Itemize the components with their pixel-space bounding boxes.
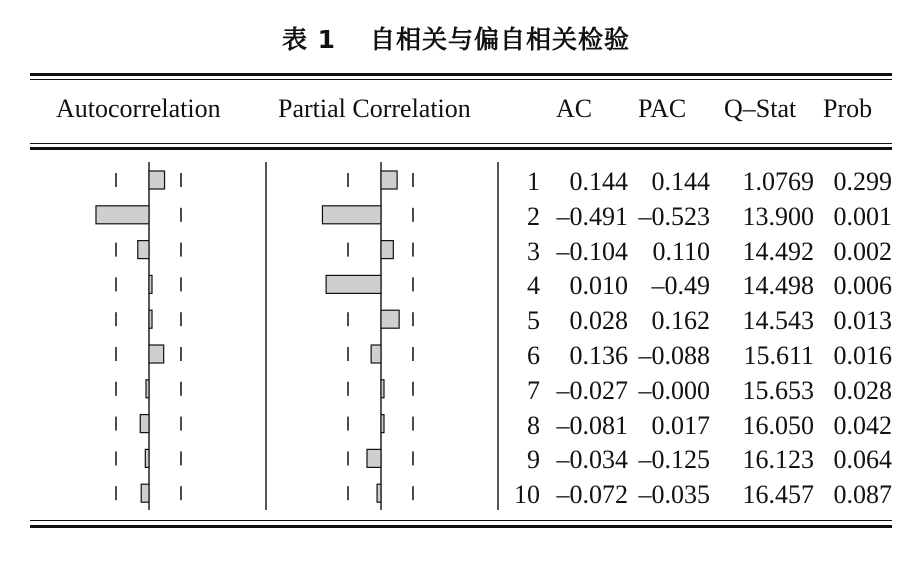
- ac-cell: –0.034: [556, 445, 628, 475]
- pac-cell: –0.000: [638, 375, 710, 405]
- pac-cell: –0.523: [638, 201, 710, 231]
- prob-cell: 0.006: [833, 271, 892, 301]
- autocorrelation-bar: [149, 171, 165, 189]
- autocorrelation-bar: [138, 241, 149, 259]
- ac-cell: 0.010: [569, 271, 628, 301]
- header-autocorrelation: Autocorrelation: [56, 94, 221, 123]
- partial-correlation-bar: [371, 345, 381, 363]
- ac-cell: –0.491: [556, 201, 628, 231]
- prob-cell: 0.042: [833, 410, 892, 440]
- table-title-text: 自相关与偏自相关检验: [370, 25, 631, 54]
- header-partial-correlation: Partial Correlation: [278, 94, 471, 123]
- prob-cell: 0.001: [833, 201, 892, 231]
- qstat-cell: 13.900: [742, 201, 814, 231]
- qstat-cell: 14.498: [742, 271, 814, 301]
- partial-correlation-bar: [381, 310, 399, 328]
- table-number: 表 1: [281, 25, 337, 54]
- partial-correlation-bar: [381, 380, 384, 398]
- qstat-cell: 16.050: [742, 410, 814, 440]
- pac-cell: –0.49: [651, 271, 710, 301]
- ac-cell: 0.144: [569, 167, 628, 196]
- qstat-cell: 16.123: [742, 445, 814, 475]
- header-qstat: Q–Stat: [724, 94, 797, 123]
- header-prob: Prob: [823, 94, 873, 123]
- prob-cell: 0.087: [833, 480, 892, 510]
- autocorrelation-bar: [96, 206, 149, 224]
- lag-cell: 9: [527, 445, 540, 475]
- lag-cell: 10: [514, 480, 540, 510]
- pac-cell: –0.125: [638, 445, 710, 475]
- qstat-cell: 14.543: [742, 306, 814, 336]
- qstat-cell: 1.0769: [742, 167, 814, 196]
- ac-cell: –0.104: [556, 236, 628, 266]
- qstat-cell: 14.492: [742, 236, 814, 266]
- prob-cell: 0.016: [833, 341, 892, 370]
- prob-cell: 0.002: [833, 236, 892, 266]
- qstat-cell: 15.611: [743, 341, 814, 370]
- lag-cell: 2: [527, 201, 540, 231]
- autocorrelation-bar: [145, 449, 149, 467]
- partial-correlation-bar: [381, 241, 393, 259]
- lag-cell: 5: [527, 306, 540, 336]
- lag-cell: 6: [527, 341, 540, 370]
- qstat-cell: 16.457: [742, 480, 814, 510]
- pac-cell: –0.035: [638, 480, 710, 510]
- partial-correlation-bar: [326, 275, 381, 293]
- header-pac: PAC: [638, 94, 687, 123]
- autocorrelation-bar: [140, 415, 149, 433]
- pac-cell: 0.144: [651, 167, 710, 196]
- pac-cell: 0.110: [652, 236, 710, 266]
- partial-correlation-bar: [381, 415, 384, 433]
- ac-cell: –0.072: [556, 480, 628, 510]
- autocorrelation-bar: [149, 310, 152, 328]
- pac-cell: 0.017: [651, 410, 710, 440]
- partial-correlation-bar: [381, 171, 397, 189]
- ac-cell: 0.136: [569, 341, 628, 370]
- pac-cell: 0.162: [651, 306, 710, 336]
- autocorrelation-bar: [146, 380, 149, 398]
- lag-cell: 7: [527, 375, 540, 405]
- lag-cell: 3: [527, 236, 540, 266]
- ac-cell: –0.081: [556, 410, 628, 440]
- ac-cell: 0.028: [569, 306, 628, 336]
- lag-cell: 8: [527, 410, 540, 440]
- prob-cell: 0.028: [833, 375, 892, 405]
- qstat-cell: 15.653: [742, 375, 814, 405]
- header-ac: AC: [556, 94, 593, 123]
- prob-cell: 0.064: [833, 445, 892, 475]
- partial-correlation-bar: [377, 484, 381, 502]
- prob-cell: 0.299: [833, 167, 892, 196]
- partial-correlation-bar: [367, 449, 381, 467]
- autocorrelation-bar: [141, 484, 149, 502]
- partial-correlation-bar: [322, 206, 381, 224]
- lag-cell: 4: [527, 271, 540, 301]
- autocorrelation-bar: [149, 345, 164, 363]
- ac-cell: –0.027: [556, 375, 628, 405]
- lag-cell: 1: [527, 167, 540, 196]
- autocorrelation-bar: [149, 275, 152, 293]
- prob-cell: 0.013: [833, 306, 892, 336]
- pac-cell: –0.088: [638, 341, 710, 370]
